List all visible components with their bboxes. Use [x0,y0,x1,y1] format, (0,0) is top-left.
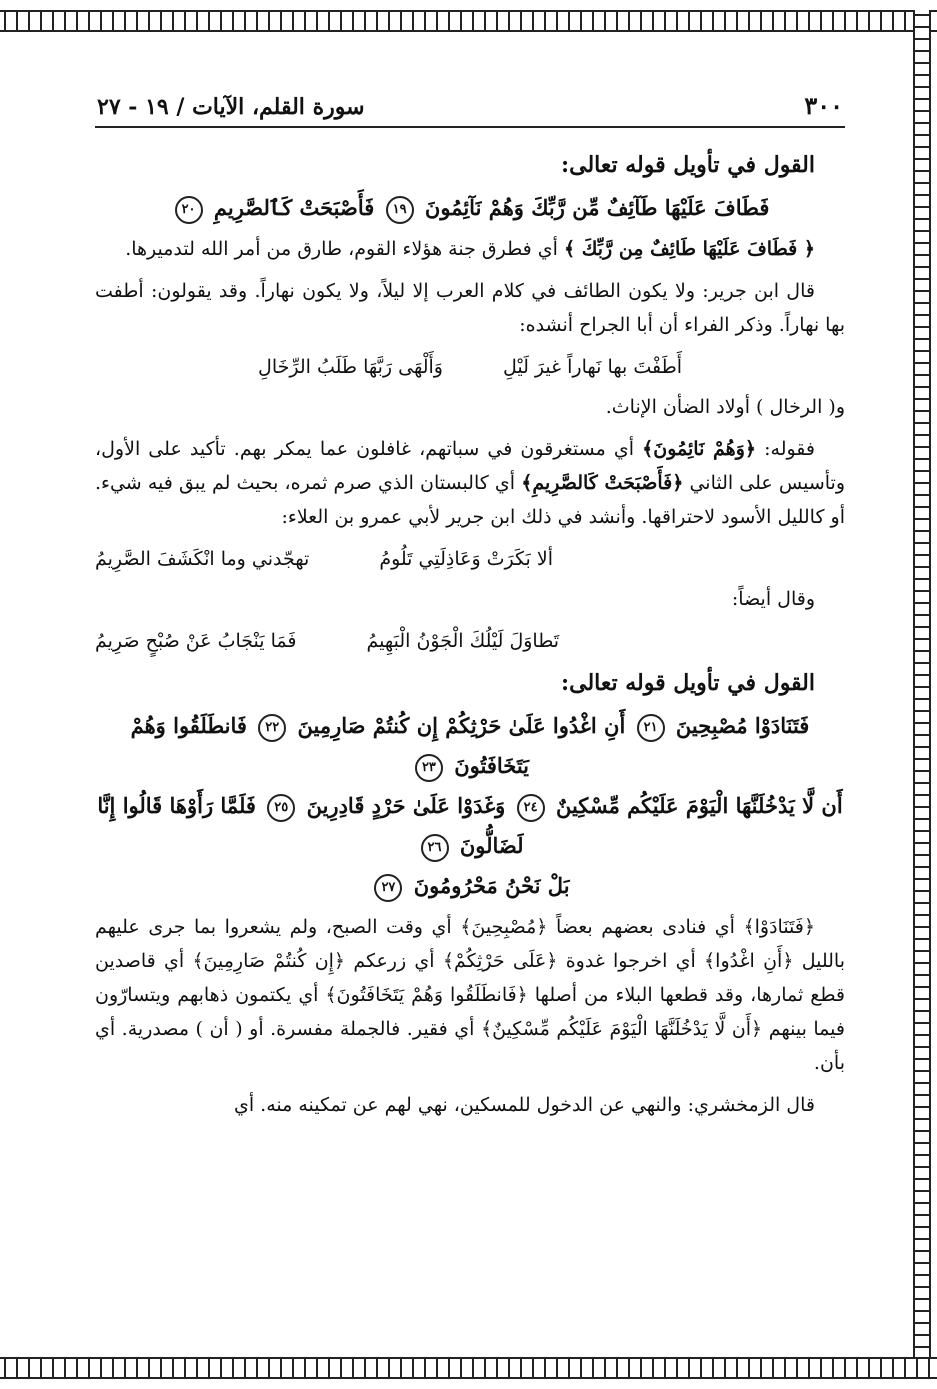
verse-text: أَنِ اغْدُوا عَلَىٰ حَرْثِكُمْ إِن كُنتُمْ صَارِمِينَ [297,713,626,738]
commentary-paragraph: وقال أيضاً: [731,588,815,610]
verse-text: فَانطَلَقُوا وَهُمْ يَتَخَافَتُونَ [130,713,530,778]
poem-line [95,624,845,658]
paragraph-text: أي فطرق جنة هؤلاء القوم، طارق من أمر الله لتدميرها. [125,238,558,260]
verse-number-19: ١٩ [386,196,414,224]
verse-text: فَطَافَ عَلَيْهَا طَآئِفٌ مِّن رَّبِّكَ وَهُمْ نَآئِمُونَ [424,195,770,220]
poem-line [95,350,845,384]
verse-number-24: ٢٤ [517,794,545,822]
poem-hemistich: تهجّدني وما انْكَشَفَ الصَّرِيمُ [95,548,310,570]
paragraph-text: فقوله: [764,438,815,460]
quran-verse [95,706,845,906]
page-content [95,128,845,1122]
commentary-paragraph [95,432,845,534]
poem-hemistich: وَأَلْهَى رَبَّهَا طَلَبُ الرِّخَالِ [258,356,443,378]
verse-text: بَلْ نَحْنُ مَحْرُومُونَ [413,873,570,898]
poem-hemistich: فَمَا يَنْجَابُ عَنْ صُبْحٍ صَرِيمُ [95,630,297,652]
quoted-verse: ﴿وَهُمْ نَائِمُونَ﴾ [642,438,757,460]
verse-number-25: ٢٥ [267,794,295,822]
book-page [95,86,845,1130]
quoted-verse: ﴿ فَطَافَ عَلَيْهَا طَائِفٌ مِن رَّبِّكَ ﴾ [564,238,815,260]
commentary-paragraph: قال ابن جرير: ولا يكون الطائف في كلام العرب إلا ليلاً، ولا يكون نهاراً. وقد يقولون: أطفت بها نهاراً. وذكر الفراء أن أبا الجراح أنشده: [95,280,845,336]
poem-hemistich: أَطَفْتَ بها نَهاراً غيرَ لَيْلِ [502,356,682,378]
verse-number-26: ٢٦ [421,834,449,862]
quoted-verse: ﴿فَأَصْبَحَتْ كَالصَّرِيمِ﴾ [521,472,684,494]
poem-hemistich: ألا بَكَرَتْ وَعَاذِلَتِي تَلُومُ [379,548,553,570]
decorative-border-bottom [0,1357,937,1379]
paragraph-text: أي مستغرقون في سباتهم، غافلون عما يمكر بهم. تأكيد على الأول، وتأسيس على الثاني [95,438,846,494]
verse-number-21: ٢١ [637,714,665,742]
section-heading: القول في تأويل قوله تعالى: [561,152,815,178]
page-header [95,86,845,128]
verse-text: فَلَمَّا رَأَوْهَا قَالُوا إِنَّا لَضَالُّونَ [97,793,524,858]
verse-number-20: ٢٠ [175,196,203,224]
verse-number-22: ٢٢ [258,714,286,742]
poem-hemistich: تَطاوَلَ لَيْلُكَ الْجَوْنُ الْبَهِيمُ [366,630,560,652]
page-number: ٣٠٠ [804,91,843,120]
verse-text: فَأَصْبَحَتْ كَٱلصَّرِيمِ [213,195,375,220]
paragraph-text: أي كالبستان الذي صرم ثمره، بحيث لم يبق فيه شيء. أو كالليل الأسود لاحتراقها. وأنشد في ذلك ابن جرير لأبي عمرو بن العلاء: [95,472,845,528]
commentary-paragraph: ﴿فَتَنَادَوْا﴾ أي فنادى بعضهم بعضاً ﴿مُصْبِحِينَ﴾ أي وقت الصبح، ولم يشعروا بما جرى عليهم بالليل ﴿أَنِ اغْدُوا﴾ أي اخرجوا غدوة ﴿عَلَى حَرْثِكُمْ﴾ أي زرعكم ﴿إِن كُنتُمْ صَارِمِينَ﴾ أي قاصدين قطع ثمارها، وقد قطعها البلاء من أصلها ﴿فَانطَلَقُوا وَهُمْ يَتَخَافَتُونَ﴾ أي يكتمون ذهابهم ويتسارّون فيما بينهم ﴿أَن لَّا يَدْخُلَنَّهَا الْيَوْمَ عَلَيْكُم مِّسْكِينٌ﴾ أي فقير. فالجملة مفسرة. أو ( أن ) مصدرية. أي بأن. [95,916,845,1074]
decorative-border-top [0,10,937,32]
verse-text: فَتَنَادَوْا مُصْبِحِينَ [675,713,810,738]
running-title: سورة القلم، الآيات / ١٩ - ٢٧ [97,94,365,120]
commentary-paragraph: و( الرخال ) أولاد الضأن الإناث. [605,396,845,418]
verse-number-23: ٢٣ [415,754,443,782]
decorative-border-right [913,10,931,1379]
commentary-paragraph: قال الزمخشري: والنهي عن الدخول للمسكين، نهي لهم عن تمكينه منه. أي [233,1094,815,1116]
poem-line [95,542,845,576]
quran-verse [95,188,845,228]
verse-number-27: ٢٧ [374,874,402,902]
section-heading: القول في تأويل قوله تعالى: [561,670,815,696]
verse-text: وَغَدَوْا عَلَىٰ حَرْدٍ قَادِرِينَ [306,793,506,818]
commentary-paragraph [95,232,845,266]
verse-text: أَن لَّا يَدْخُلَنَّهَا الْيَوْمَ عَلَيْكُم مِّسْكِينٌ [555,793,843,818]
